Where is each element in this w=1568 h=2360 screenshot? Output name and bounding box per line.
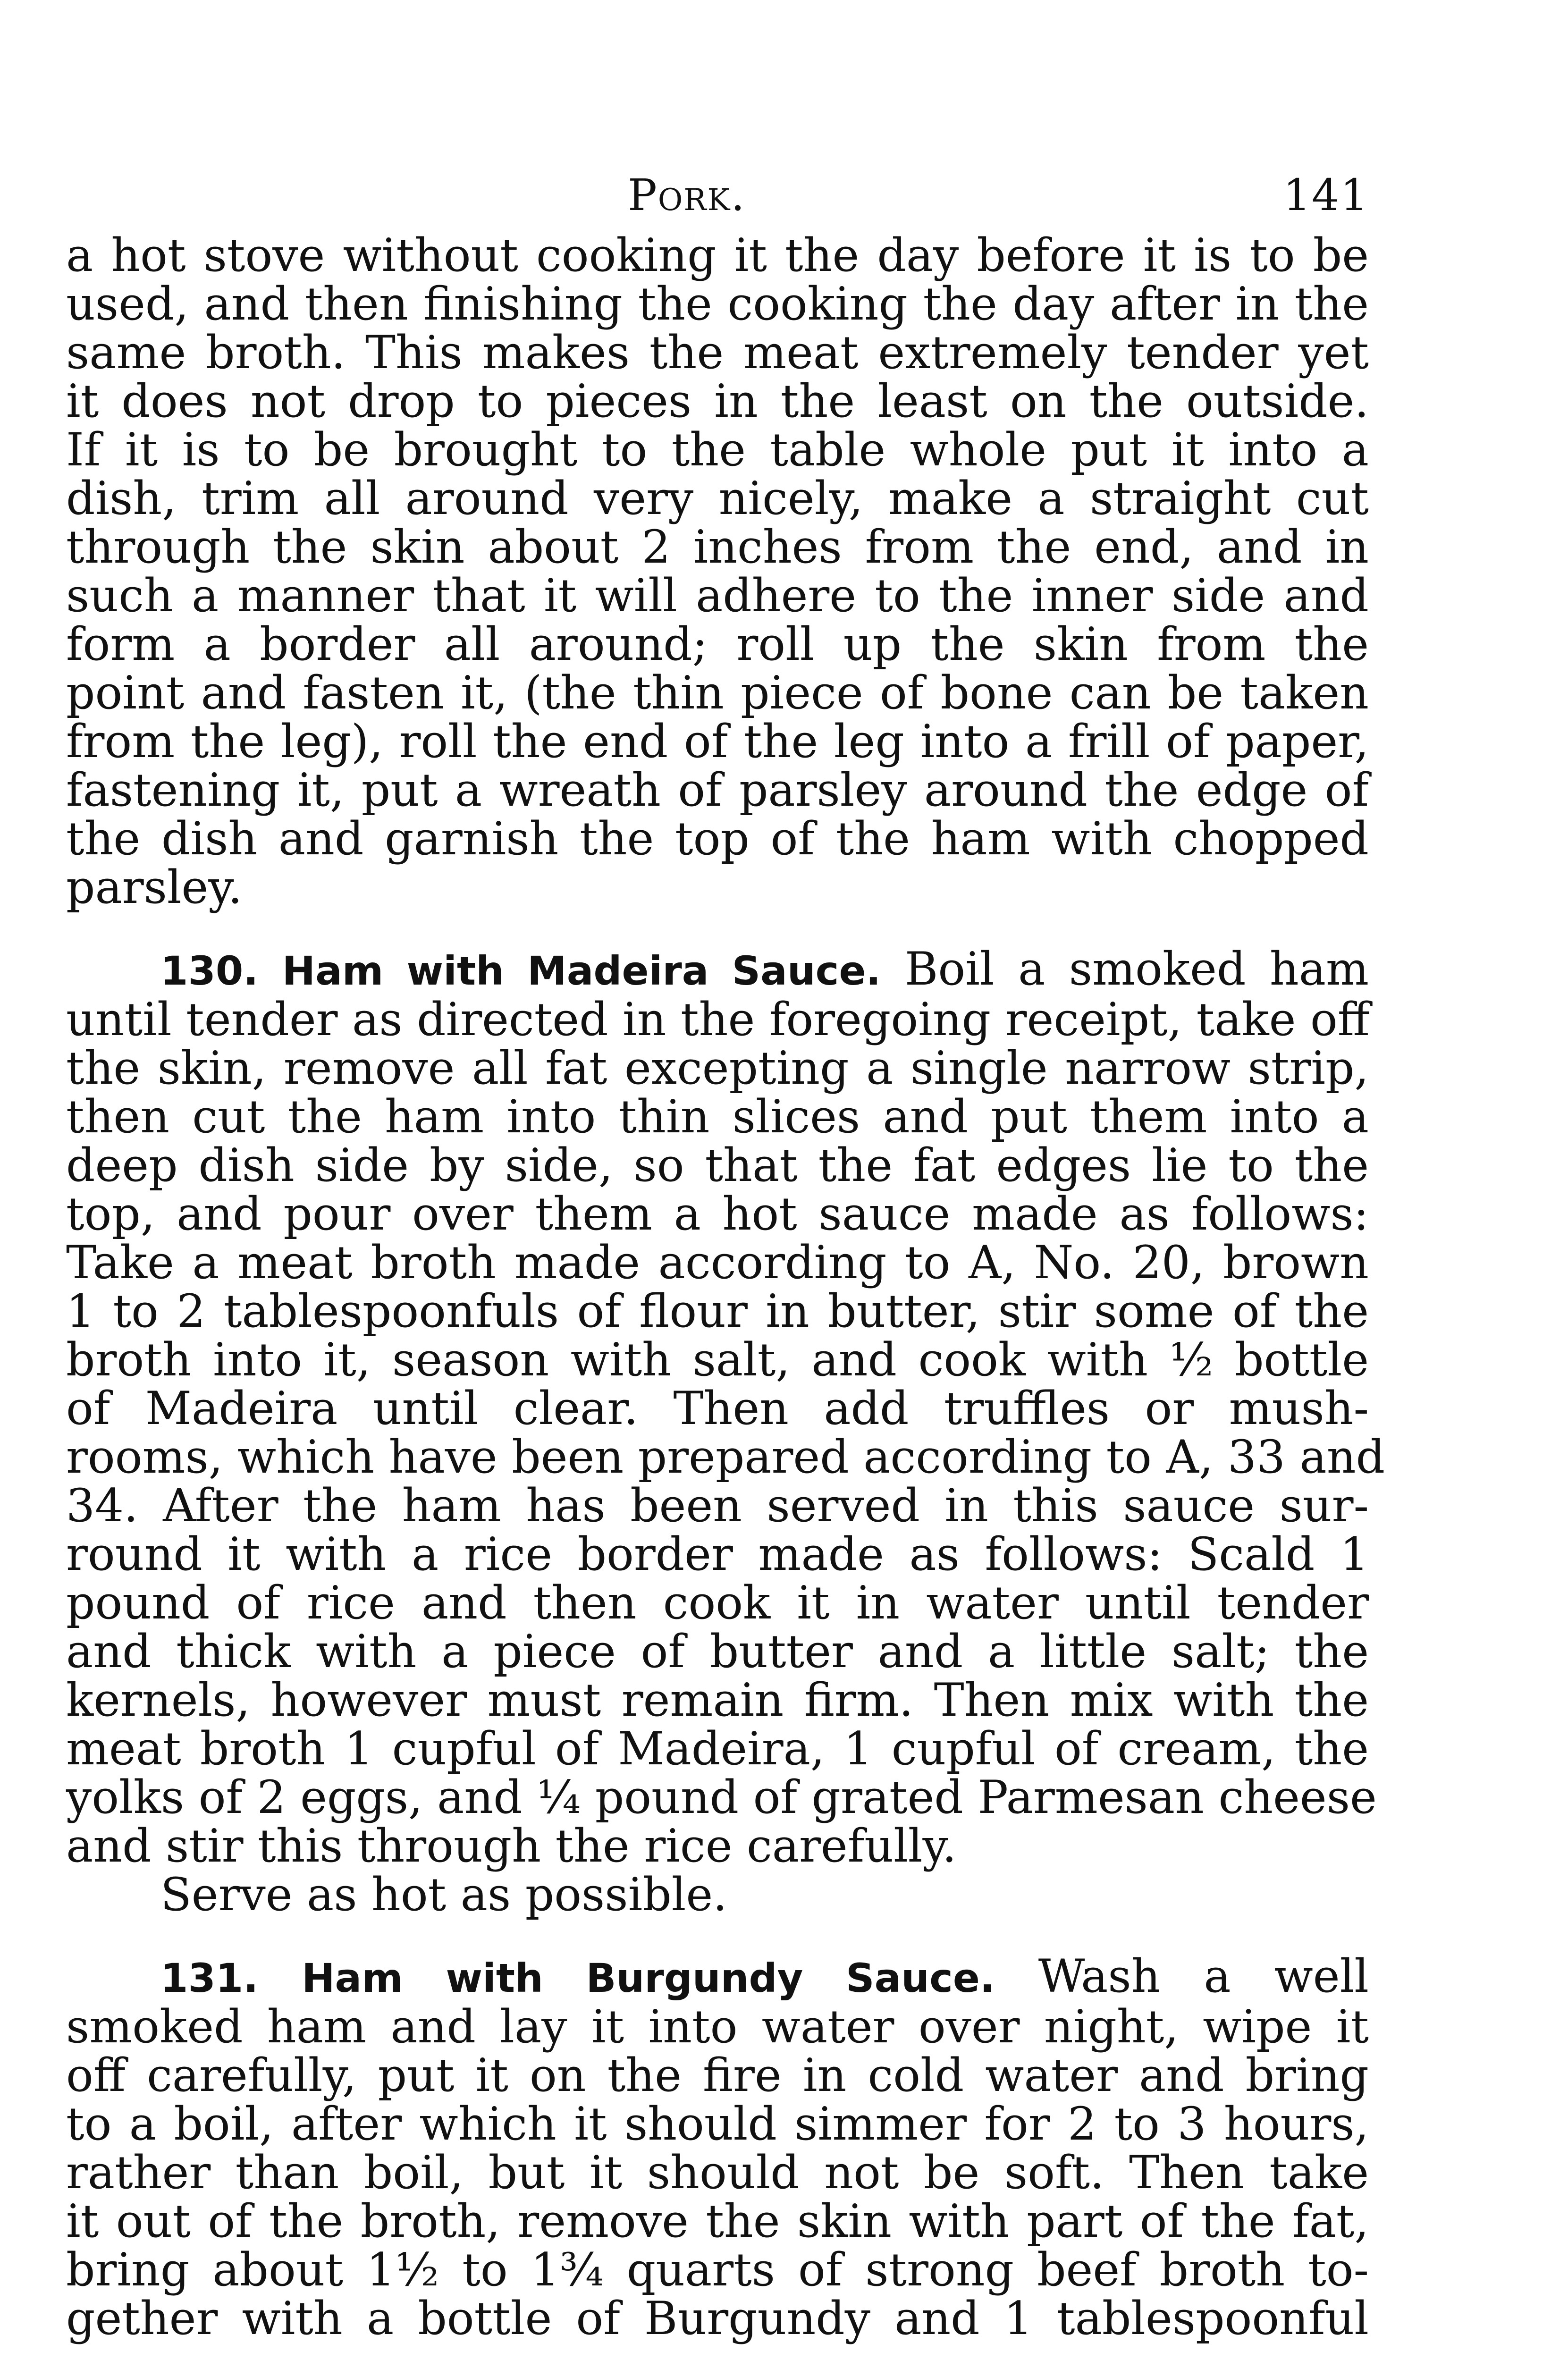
text-fragment: Wash a well xyxy=(1038,1950,1369,2003)
text-line: bring about 1½ to 1¾ quarts of strong beef broth to- xyxy=(66,2243,1369,2296)
text-line: Serve as hot as possible. xyxy=(160,1868,727,1921)
text-line: 34. After the ham has been served in this sauce sur- xyxy=(66,1479,1369,1532)
recipe-number: 131. xyxy=(160,1955,259,2001)
recipe-130 xyxy=(66,943,1385,1921)
chapter-title: Pork. xyxy=(628,170,746,220)
text-line: fastening it, put a wreath of parsley around the edge of xyxy=(66,764,1369,817)
text-line: smoked ham and lay it into water over night, wipe it xyxy=(66,2000,1369,2053)
text-line: rooms, which have been prepared according to A, 33 and xyxy=(66,1431,1385,1483)
text-line: it does not drop to pieces in the least on the outside. xyxy=(66,375,1369,428)
text-line: If it is to be brought to the table whole put it into a xyxy=(66,423,1369,476)
recipe-heading-line xyxy=(66,945,1369,995)
text-fragment: Boil a smoked ham xyxy=(904,943,1369,995)
text-line: until tender as directed in the foregoing receipt, take off xyxy=(66,993,1370,1046)
text-line: same broth. This makes the meat extremely tender yet xyxy=(66,326,1369,379)
text-line: then cut the ham into thin slices and put them into a xyxy=(66,1090,1369,1143)
recipe-title: Ham with Burgundy Sauce. xyxy=(302,1955,995,2001)
text-line: the dish and garnish the top of the ham with chopped xyxy=(66,812,1369,865)
text-line: form a border all around; roll up the skin from the xyxy=(66,618,1369,671)
text-line: of Madeira until clear. Then add truffles or mush- xyxy=(66,1382,1369,1435)
page-number: 141 xyxy=(1283,170,1369,220)
text-line: a hot stove without cooking it the day before it is to be xyxy=(66,229,1369,282)
book-page xyxy=(66,170,1385,2345)
text-line: broth into it, season with salt, and cook with ½ bottle xyxy=(66,1333,1369,1386)
text-line: yolks of 2 eggs, and ¼ pound of grated Parmesan cheese xyxy=(66,1771,1377,1824)
text-line: to a boil, after which it should simmer for 2 to 3 hours, xyxy=(66,2098,1369,2150)
text-line: top, and pour over them a hot sauce made as follows: xyxy=(66,1188,1369,1240)
text-line: from the leg), roll the end of the leg into a frill of paper, xyxy=(66,715,1369,768)
recipe-title: Ham with Madeira Sauce. xyxy=(282,948,881,994)
text-line: it out of the broth, remove the skin with part of the fat, xyxy=(66,2195,1369,2248)
text-line: rather than boil, but it should not be soft. Then take xyxy=(66,2146,1369,2199)
text-line: meat broth 1 cupful of Madeira, 1 cupful of cream, the xyxy=(66,1722,1369,1775)
text-line: deep dish side by side, so that the fat edges lie to the xyxy=(66,1139,1369,1192)
text-line: used, and then finishing the cooking the day after in the xyxy=(66,278,1369,330)
paragraph-continued xyxy=(66,231,1369,912)
running-head xyxy=(66,170,1369,231)
recipe-131 xyxy=(66,1952,1369,2343)
text-line: and stir this through the rice carefully. xyxy=(66,1820,957,1872)
text-line: point and fasten it, (the thin piece of bone can be taken xyxy=(66,666,1369,719)
text-line: gether with a bottle of Burgundy and 1 tablespoonful xyxy=(66,2292,1369,2345)
recipe-heading-line xyxy=(66,1952,1369,2003)
text-line: the skin, remove all fat excepting a single narrow strip, xyxy=(66,1042,1369,1095)
text-line: 1 to 2 tablespoonfuls of flour in butter, stir some of the xyxy=(66,1285,1369,1338)
text-line: round it with a rice border made as follows: Scald 1 xyxy=(66,1528,1369,1581)
text-line: and thick with a piece of butter and a little salt; the xyxy=(66,1625,1369,1678)
text-line: such a manner that it will adhere to the inner side and xyxy=(66,569,1369,622)
text-line: through the skin about 2 inches from the end, and in xyxy=(66,521,1369,573)
text-line: parsley. xyxy=(66,861,243,914)
text-line: Take a meat broth made according to A, No. 20, brown xyxy=(66,1236,1369,1289)
recipe-number: 130. xyxy=(160,948,259,994)
text-line: pound of rice and then cook it in water until tender xyxy=(66,1576,1369,1629)
text-line: kernels, however must remain firm. Then mix with the xyxy=(66,1674,1369,1727)
text-line: dish, trim all around very nicely, make a straight cut xyxy=(66,472,1369,525)
text-line: off carefully, put it on the fire in cold water and bring xyxy=(66,2049,1369,2102)
